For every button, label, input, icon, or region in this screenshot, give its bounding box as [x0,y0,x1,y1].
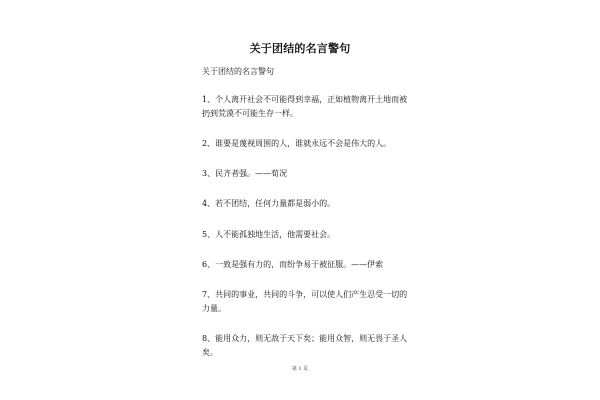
document-title: 关于团结的名言警句 [249,42,351,55]
quote-item: 8、能用众力，则无敌于天下矣；能用众智，则无畏于圣人矣。 [202,334,408,357]
quote-item: 5、人不能孤独地生活，他需要社会。 [202,230,336,239]
quote-item: 4、若不团结，任何力量都是弱小的。 [202,199,336,208]
quote-item: 2、谁要是蔑视周围的人，谁就永远不会是伟大的人。 [202,139,392,148]
quote-item: 3、民齐者强。——荀况 [202,169,288,178]
quote-item: 6、一致是强有力的，而纷争易于被征服。——伊索 [202,260,384,269]
quote-item: 7、共同的事业，共同的斗争，可以使人们产生忍受一切的力量。 [202,290,408,313]
page-number: 第 1 页 [291,366,309,372]
document-subtitle: 关于团结的名言警句 [202,67,274,76]
quote-item: 1、个人离开社会不可能得到幸福，正如植物离开土地而被扔到荒漠不可能生存一样。 [202,95,408,118]
